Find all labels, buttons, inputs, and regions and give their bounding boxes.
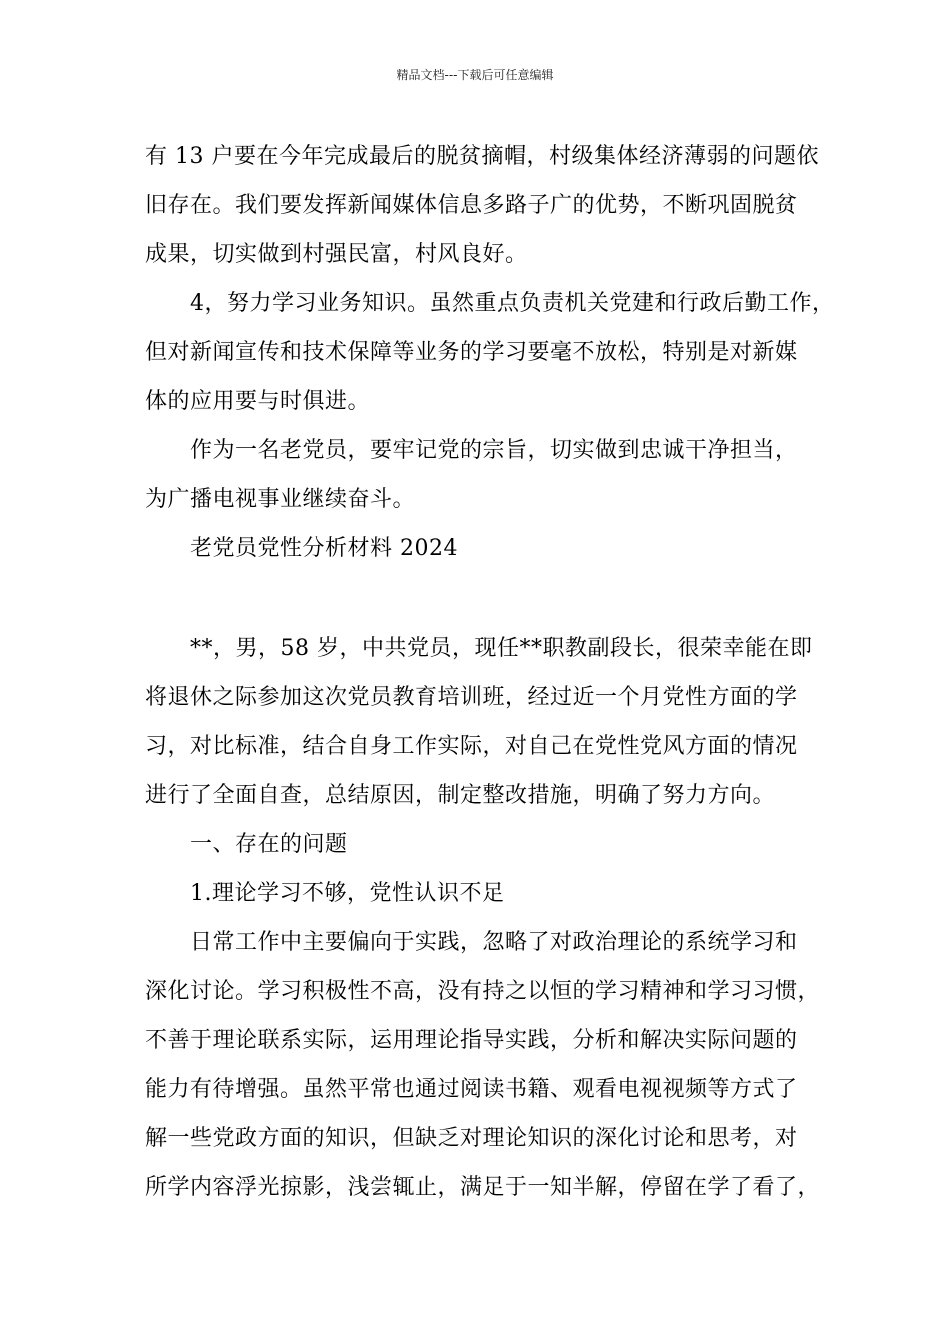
text-line: 但对新闻宣传和技术保障等业务的学习要毫不放松，特别是对新媒 xyxy=(145,340,798,365)
text-line: 解一些党政方面的知识，但缺乏对理论知识的深化讨论和思考，对 xyxy=(145,1126,798,1151)
text-line: 深化讨论。学习积极性不高，没有持之以恒的学习精神和学习习惯， xyxy=(145,979,821,1004)
page-header: 精品文档---下载后可任意编辑 xyxy=(396,68,554,82)
text-line: 作为一名老党员，要牢记党的宗旨，切实做到忠诚干净担当， xyxy=(190,438,798,463)
heading-line: 一、存在的问题 xyxy=(190,832,348,857)
text-line: 4，努力学习业务知识。虽然重点负责机关党建和行政后勤工作， xyxy=(190,291,835,316)
text-line: 习，对比标准，结合自身工作实际，对自己在党性党风方面的情况 xyxy=(145,734,798,759)
text-line: 能力有待增强。虽然平常也通过阅读书籍、观看电视视频等方式了 xyxy=(145,1077,798,1102)
subheading-line: 1.理论学习不够，党性认识不足 xyxy=(190,881,505,906)
text-line: 进行了全面自查，总结原因，制定整改措施，明确了努力方向。 xyxy=(145,783,776,808)
text-line: 将退休之际参加这次党员教育培训班，经过近一个月党性方面的学 xyxy=(145,685,798,710)
text-line: 有 13 户要在今年完成最后的脱贫摘帽，村级集体经济薄弱的问题依 xyxy=(145,144,819,169)
text-line: 为广播电视事业继续奋斗。 xyxy=(145,487,416,512)
text-line: **，男，58 岁，中共党员，现任**职教副段长，很荣幸能在即 xyxy=(190,636,813,661)
section-title: 老党员党性分析材料 2024 xyxy=(190,536,458,561)
text-line: 不善于理论联系实际，运用理论指导实践，分析和解决实际问题的 xyxy=(145,1028,798,1053)
text-line: 所学内容浮光掠影，浅尝辄止，满足于一知半解，停留在学了看了， xyxy=(145,1175,821,1200)
text-line: 日常工作中主要偏向于实践，忽略了对政治理论的系统学习和 xyxy=(190,930,798,955)
document-body xyxy=(145,132,835,1212)
text-line: 旧存在。我们要发挥新闻媒体信息多路子广的优势，不断巩固脱贫 xyxy=(145,193,798,218)
text-line: 体的应用要与时俱进。 xyxy=(145,389,371,414)
blank-spacer xyxy=(145,573,813,624)
text-line: 成果，切实做到村强民富，村风良好。 xyxy=(145,242,528,267)
